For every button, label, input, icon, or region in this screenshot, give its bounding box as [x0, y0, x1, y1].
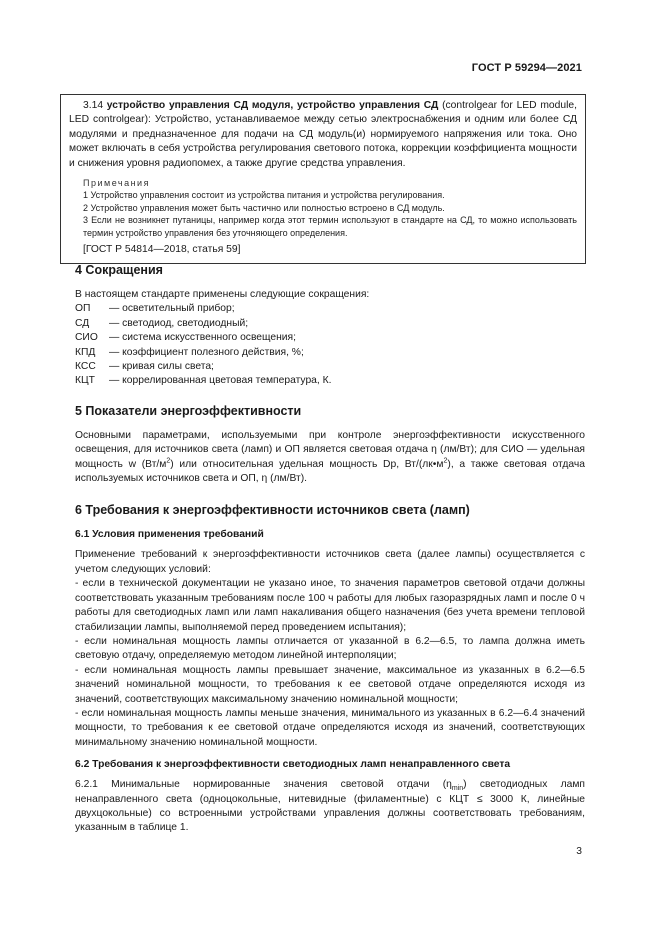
abbreviation-list — [75, 302, 332, 388]
main-content — [75, 262, 585, 836]
text-run: 6.2.1 Минимальные нормированные значения световой отдачи (η — [75, 779, 452, 791]
subsection-6-1-title: 6.1 Условия применения требований — [75, 529, 264, 541]
abbr-code: СИО — [75, 332, 98, 344]
abbreviation-row — [75, 331, 332, 345]
section-4-title: 4 Сокращения — [75, 263, 163, 277]
abbr-code: КСС — [75, 361, 96, 373]
abbreviation-row — [75, 302, 332, 316]
subsection-6-2-1-paragraph — [75, 778, 585, 836]
notes-heading: Примечания — [83, 178, 150, 189]
section-4-intro: В настоящем стандарте применены следующие сокращения: — [75, 289, 370, 300]
subsection-6-1-intro: Применение требований к энергоэффективности источников света (далее лампы) осуществляется с учетом следующих условий: — [75, 549, 585, 575]
text-run: ), а также световая отдача используемых источников света и ОП, η (лм/Вт). — [75, 458, 585, 485]
abbr-code: КЦТ — [75, 375, 95, 387]
term-definition — [69, 99, 577, 171]
abbr-text: — система искусственного освещения; — [109, 332, 296, 344]
term-name: устройство управления СД модуля, устройство управления СД — [106, 100, 439, 111]
section-5-paragraph — [75, 429, 585, 487]
standard-id: ГОСТ Р 59294—2021 — [471, 62, 582, 74]
abbr-text: — коррелированная цветовая температура, К. — [109, 375, 332, 387]
abbreviation-row — [75, 360, 332, 374]
condition-item: - если номинальная мощность лампы отличается от указанной в 6.2—6.5, то лампа должна иметь световую отдачу, определяемую методом линейной интерполяции; — [75, 635, 585, 662]
term-number: 3.14 — [83, 100, 104, 111]
superscript: 2 — [443, 457, 448, 465]
section-6-title: 6 Требования к энергоэффективности источников света (ламп) — [75, 503, 470, 518]
abbr-text: — кривая силы света; — [109, 361, 214, 373]
text-run: ) или относительная удельная мощность Dp, Вт/(лк•м — [170, 458, 444, 470]
subsection-6-2-title: 6.2 Требования к энергоэффективности светодиодных ламп ненаправленного света — [75, 759, 511, 771]
term-definition-text: (controlgear for LED module, LED controlgear): Устройство, устанавливаемое между сетью электроснабжения и одним или более СД модулями и предназначенное для подачи на СД модуль(и) нормируемого напряжения или тока. Оно может включать в себя устройства регулирования светового потока, коррекции коэффициента мощности и снижения уровня радиопомех, а также другие средства управления. — [69, 100, 577, 169]
text-run: ) светодиодных ламп ненаправленного света (одноцокольные, нитевидные (филаментные) с КЦТ ≤ 3000 К, линейные двухцокольные) со встроенными устройствами управления должны соответствовать требованиям, указанным в таблице 1. — [75, 779, 585, 834]
abbr-text: — осветительный прибор; — [109, 303, 235, 315]
superscript: 2 — [166, 457, 171, 465]
note-item: 2 Устройство управления может быть частично или полностью встроено в СД модуль. — [83, 202, 445, 213]
note-item: 1 Устройство управления состоит из устройства питания и устройства регулирования. — [83, 190, 445, 201]
condition-item: - если номинальная мощность лампы превышает значение, максимальное из указанных в 6.2—6.5 значений номинальной мощности, то требования к ее световой отдаче определяются исходя из значений, соответствующих максимальному значению номинальной мощности; — [75, 664, 585, 705]
condition-item: - если в технической документации не указано иное, то значения параметров световой отдачи должны соответствовать указанным требованиям после 100 ч работы для любых газоразрядных ламп и после 0 ч работы для светодиодных ламп или ламп накаливания общего назначения (без учета времени тепловой стабилизации лампы, выполняемой перед проведением испытания); — [75, 578, 585, 633]
abbr-text: — светодиод, светодиодный; — [109, 317, 249, 329]
abbreviation-row — [75, 374, 332, 388]
term-source: [ГОСТ Р 54814—2018, статья 59] — [83, 244, 241, 256]
term-box — [60, 94, 586, 264]
abbreviation-row — [75, 317, 332, 331]
condition-item: - если номинальная мощность лампы меньше значения, минимального из указанных в 6.2—6.4 значений мощности, то требования к ее световой отдаче определяются исходя из значений, соответствующих минимальному значению номинальной мощности. — [75, 707, 585, 748]
text-run: Основными параметрами, используемыми при контроле энергоэффективности искусственного освещения, для источников света (ламп) и ОП является световая отдача η (лм/Вт); для СИО — удельная мощность w (Вт/м — [75, 429, 585, 470]
subscript: min — [451, 785, 464, 793]
section-5-title: 5 Показатели энергоэффективности — [75, 403, 302, 418]
abbr-text: — коэффициент полезного действия, %; — [109, 346, 304, 358]
abbr-code: ОП — [75, 303, 91, 315]
abbr-code: КПД — [75, 346, 96, 358]
page-number: 3 — [576, 846, 582, 857]
abbr-code: СД — [75, 317, 90, 329]
abbreviation-row — [75, 346, 332, 360]
note-item: 3 Если не возникнет путаницы, например когда этот термин используют в стандарте на СД, то можно использовать термин устройство управления без уточняющего определения. — [83, 215, 577, 238]
